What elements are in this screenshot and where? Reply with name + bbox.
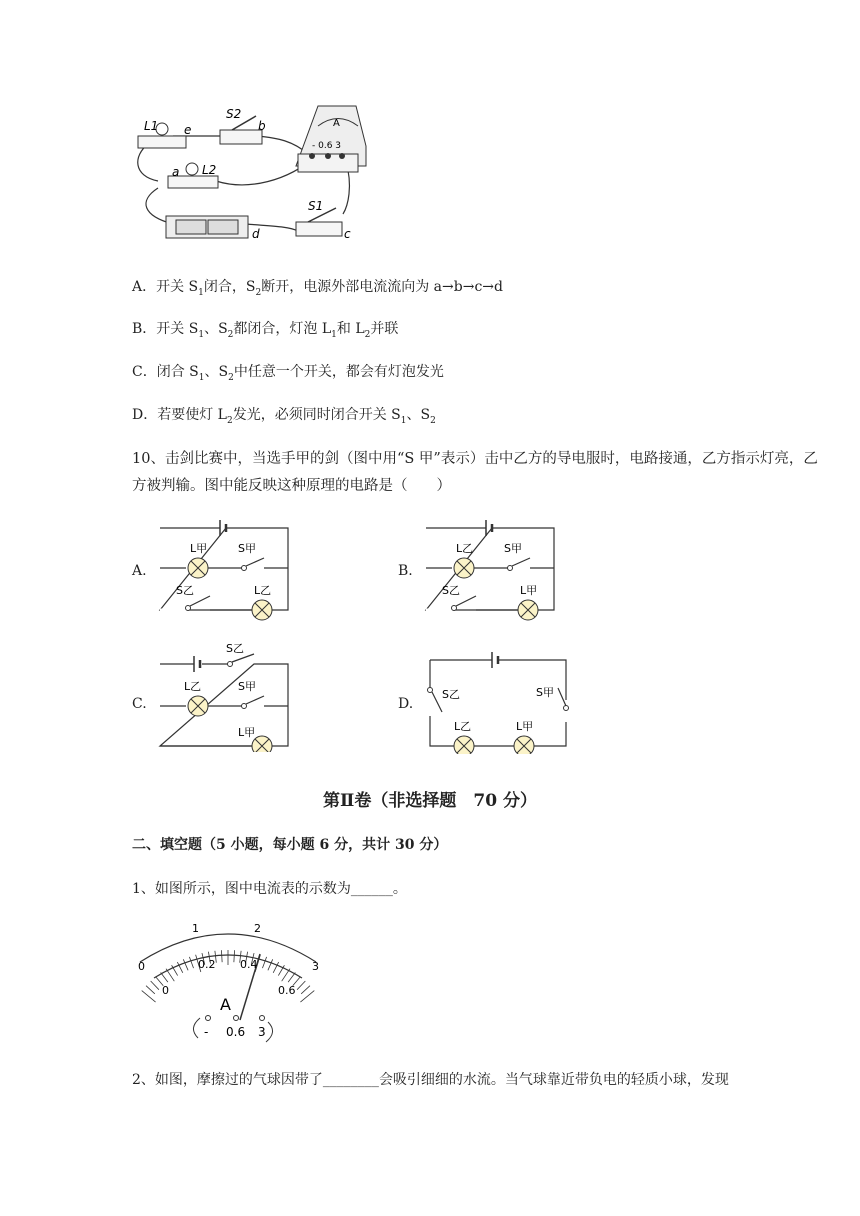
meter-upper-1: 1 xyxy=(192,922,199,935)
dial-tick xyxy=(221,950,222,962)
meter-lower-02: 0.2 xyxy=(198,958,216,971)
meter-upper-2: 2 xyxy=(254,922,261,935)
circuit-d-right-lamp: L甲 xyxy=(516,720,534,733)
circuit-a-top-lamp: L甲 xyxy=(190,542,208,555)
label-e: e xyxy=(184,123,192,137)
circuit-a-bottom-lamp: L乙 xyxy=(254,584,272,597)
circuit-d-left-lamp: L乙 xyxy=(454,720,472,733)
circuit-b-bottom-switch: S乙 xyxy=(442,584,460,597)
circuit-a-bottom-switch: S乙 xyxy=(176,584,194,597)
dial-tick xyxy=(146,986,155,994)
label-c: c xyxy=(344,227,351,241)
meter-lower-04: 0.4 xyxy=(240,958,258,971)
label-d: d xyxy=(252,227,260,241)
part2-title: 第Ⅱ卷（非选择题 70 分） xyxy=(323,791,537,811)
label-a: a xyxy=(172,165,180,179)
q10-stem: 10、击剑比赛中，当选手甲的剑（图中用“S 甲”表示）击中乙方的导电服时，电路接通，乙方指示灯亮，乙方被判输。图中能反映这种原理的电路是（ ） xyxy=(132,451,818,494)
q10-option-c-label: C. xyxy=(132,696,147,712)
dial-tick xyxy=(262,957,266,968)
circuit-b-bottom-lamp: L甲 xyxy=(520,584,538,597)
part2-section-heading: 二、填空题（5 小题，每小题 6 分，共计 30 分） xyxy=(132,837,448,853)
circuit-b-top-switch: S甲 xyxy=(504,542,522,555)
meter-unit: A xyxy=(220,995,231,1014)
meter-lower-06: 0.6 xyxy=(278,984,296,997)
label-L2: L2 xyxy=(202,163,217,177)
circuit-c-top-switch: S乙 xyxy=(226,642,244,655)
meter-terminal-neg: - xyxy=(204,1025,209,1039)
label-meter-terminals: - 0.6 3 xyxy=(312,141,342,151)
dial-tick xyxy=(288,973,295,983)
meter-upper-0: 0 xyxy=(138,960,145,973)
q10-option-a-label: A. xyxy=(132,563,147,579)
q10-option-b-label: B. xyxy=(398,563,413,579)
dial-tick xyxy=(161,973,168,983)
dial-tick xyxy=(268,959,273,970)
circuit-c-bottom-lamp: L甲 xyxy=(238,726,256,739)
circuit-d-right-switch: S甲 xyxy=(536,686,554,699)
label-S2: S2 xyxy=(226,107,242,121)
circuit-a-top-switch: S甲 xyxy=(238,542,256,555)
meter-terminal-06: 0.6 xyxy=(226,1025,246,1039)
label-L1: L1 xyxy=(144,119,159,133)
q9-option-d: D．若要使灯 $L_2$发光，必须同时闭合开关 $S_1$、$S_2$ xyxy=(132,407,436,426)
meter-lower-0: 0 xyxy=(162,984,169,997)
q9-option-c: C．闭合 $S_1$、$S_2$中任意一个开关，都会有灯泡发光 xyxy=(132,364,444,383)
circuit-c-mid-switch: S甲 xyxy=(238,680,256,693)
ammeter-dial xyxy=(128,912,328,1052)
dial-tick xyxy=(297,981,305,990)
meter-upper-3: 3 xyxy=(312,960,319,973)
circuit-c-top-lamp: L乙 xyxy=(184,680,202,693)
circuit-b-top-lamp: L乙 xyxy=(456,542,474,555)
dial-tick xyxy=(151,981,159,990)
q9-option-a: A．开关 $S_1$闭合，$S_2$断开，电源外部电流流向为 a→b→c→d xyxy=(132,279,503,298)
q10-circuit-b xyxy=(424,516,558,622)
dial-tick xyxy=(166,969,174,981)
q10-option-d-label: D. xyxy=(398,696,414,712)
circuit-d-left-switch: S乙 xyxy=(442,688,460,701)
part2-q1: 1、如图所示，图中电流表的示数为______。 xyxy=(132,881,407,897)
label-S1: S1 xyxy=(308,199,324,213)
q10-circuit-d xyxy=(424,650,574,754)
dial-tick xyxy=(282,969,290,981)
dial-tick xyxy=(234,950,235,962)
label-b: b xyxy=(258,119,266,133)
q10-circuit-c xyxy=(158,640,292,752)
dial-tick xyxy=(183,959,188,970)
q9-circuit-figure xyxy=(128,96,368,246)
q9-option-b: B．开关 $S_1$、$S_2$都闭合，灯泡 $L_1$和 $L_2$并联 xyxy=(132,321,399,340)
dial-tick xyxy=(189,957,193,968)
part2-q2: 2、如图，摩擦过的气球因带了________会吸引细细的水流。当气球靠近带负电的轻质小球，发现 xyxy=(132,1072,729,1088)
label-meter-A: A xyxy=(333,118,340,129)
dial-tick xyxy=(301,986,310,994)
meter-terminal-3: 3 xyxy=(258,1025,266,1039)
q10-circuit-a xyxy=(158,516,292,622)
